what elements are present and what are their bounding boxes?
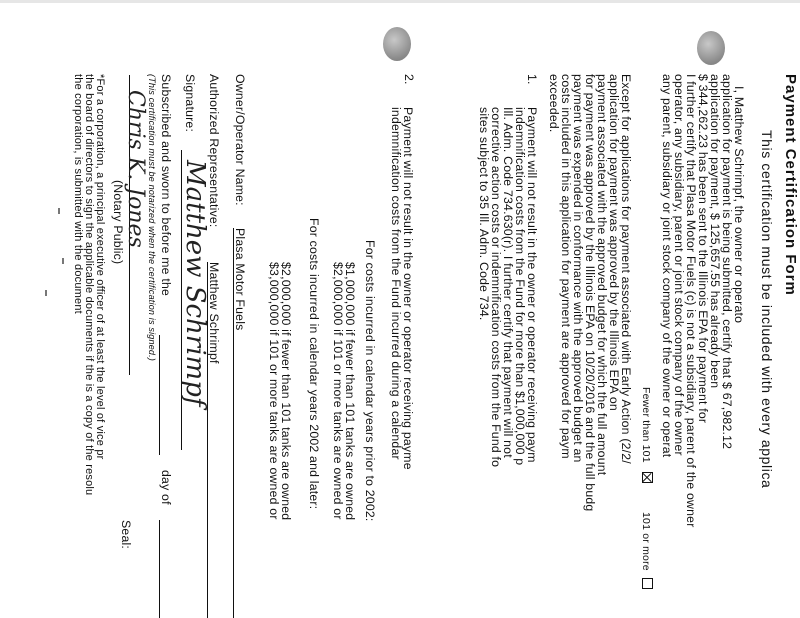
representative-label: Authorized Representative:: [207, 74, 221, 228]
costs-later-heading: For costs incurred in calendar years 2002 and later:: [307, 218, 321, 510]
item1-line: Ill. Adm. Code 734.630(r). I further certify that payment will not: [501, 107, 515, 458]
costs-later-line: $2,000,000 if fewer than 101 tanks are owned: [279, 262, 293, 521]
para2-line: exceeded.: [547, 74, 561, 133]
seal-label: Seal:: [119, 520, 133, 550]
item-number: 1.: [525, 74, 539, 85]
item1-line: indemnification costs from the Fund for more than $1,000,000 p: [513, 107, 527, 466]
rotated-document: [72, 0, 800, 618]
signature-image: Matthew Schrimpf: [180, 160, 210, 407]
month-line: [159, 520, 160, 618]
signature-label: Signature:: [183, 74, 197, 133]
fewer-than-label: Fewer than 101: [640, 387, 652, 463]
costs-prior-line: $2,000,000 if 101 or more tanks are owned or: [331, 262, 345, 520]
para2-line: costs included in this application for payment are approved for paym: [559, 74, 573, 459]
costs-later-line: $3,000,000 if 101 or more tanks are owned or: [267, 262, 281, 520]
item1-line: sites subject to 35 Ill. Adm. Code 734.: [477, 107, 491, 321]
para2-line: payment was expended in conformance with the approved budget an: [571, 74, 585, 463]
para1-line: application for payment is being submitted, certify that $ 67,982.12: [720, 74, 734, 450]
para1-line: I further certify that Plasa Motor Fuels (c) is not a subsidiary, parent of the owner: [684, 74, 698, 528]
subscribed-text: Subscribed and sworn to before me the: [159, 74, 173, 297]
more-than-checkbox[interactable]: [642, 578, 653, 589]
item-number: 2.: [402, 74, 416, 85]
costs-prior-line: $1,000,000 if fewer than 101 tanks are owned: [343, 262, 357, 521]
footnote-line: the board of directors to sign the applicable documents if the is a copy of the resolu: [83, 74, 95, 496]
para1-line: any parent, subsidiary or joint stock company of the owner or operat: [660, 74, 674, 458]
footnote-line: *For a corporation, a principal executive officer of at least the level of vice pr: [94, 74, 106, 460]
para1-line: I, Matthew Schrimpf, the owner or operato: [732, 86, 746, 324]
fewer-than-checkbox[interactable]: [642, 472, 653, 483]
notary-public-label: (Notary Public): [111, 180, 125, 265]
owner-value: Plasa Motor Fuels: [233, 228, 246, 618]
more-than-label: 101 or more: [640, 512, 652, 571]
para2-line: Except for applications for payment associated with Early Action (2/2/: [619, 74, 633, 464]
para2-line: for payment was approved by the Illinois EPA on 10/20/2016 and the full budg: [583, 74, 597, 512]
scan-speck: [45, 290, 47, 296]
item1-line: Payment will not result in the owner or operator receiving paym: [525, 107, 539, 463]
item2-line: Payment will not result in the owner or operator receiving payme: [401, 107, 415, 470]
footnote-line: the corporation, is submitted with the document: [72, 74, 84, 314]
owner-label: Owner/Operator Name:: [233, 74, 247, 206]
form-title: Payment Certification Form: [782, 74, 799, 296]
scan-speck: [62, 258, 64, 264]
costs-prior-heading: For costs incurred in calendar years prior to 2002:: [363, 240, 377, 522]
representative-value: Matthew Schrimpf: [207, 262, 220, 618]
para1-line: operator, any subsidiary, parent or joint stock company of the owner: [672, 74, 686, 456]
item2-line: indemnification costs from the Fund incurred during a calendar: [389, 107, 403, 460]
para1-line: application for payment, $ 125,657.55 has already been: [708, 74, 722, 389]
para2-line: payment associated with the approved budget for which the full amount: [595, 74, 609, 476]
para1-line: $ 344,262.23 has been sent to the Illinois EPA for payment for: [696, 74, 710, 424]
scan-speck: [58, 208, 60, 214]
day-of-text: day of: [159, 470, 173, 505]
date-line: [159, 335, 160, 455]
item1-line: corrective action costs or indemnification costs from the Fund fo: [489, 107, 503, 468]
notary-signature-image: Chris K. Jones: [123, 90, 148, 248]
notarized-note: (This certification must be notarized when the certification is signed.): [147, 74, 157, 362]
para2-line: application for payment was approved by the Illinois EPA on: [607, 74, 621, 411]
form-subtitle: This certification must be included with every applica: [759, 130, 775, 489]
